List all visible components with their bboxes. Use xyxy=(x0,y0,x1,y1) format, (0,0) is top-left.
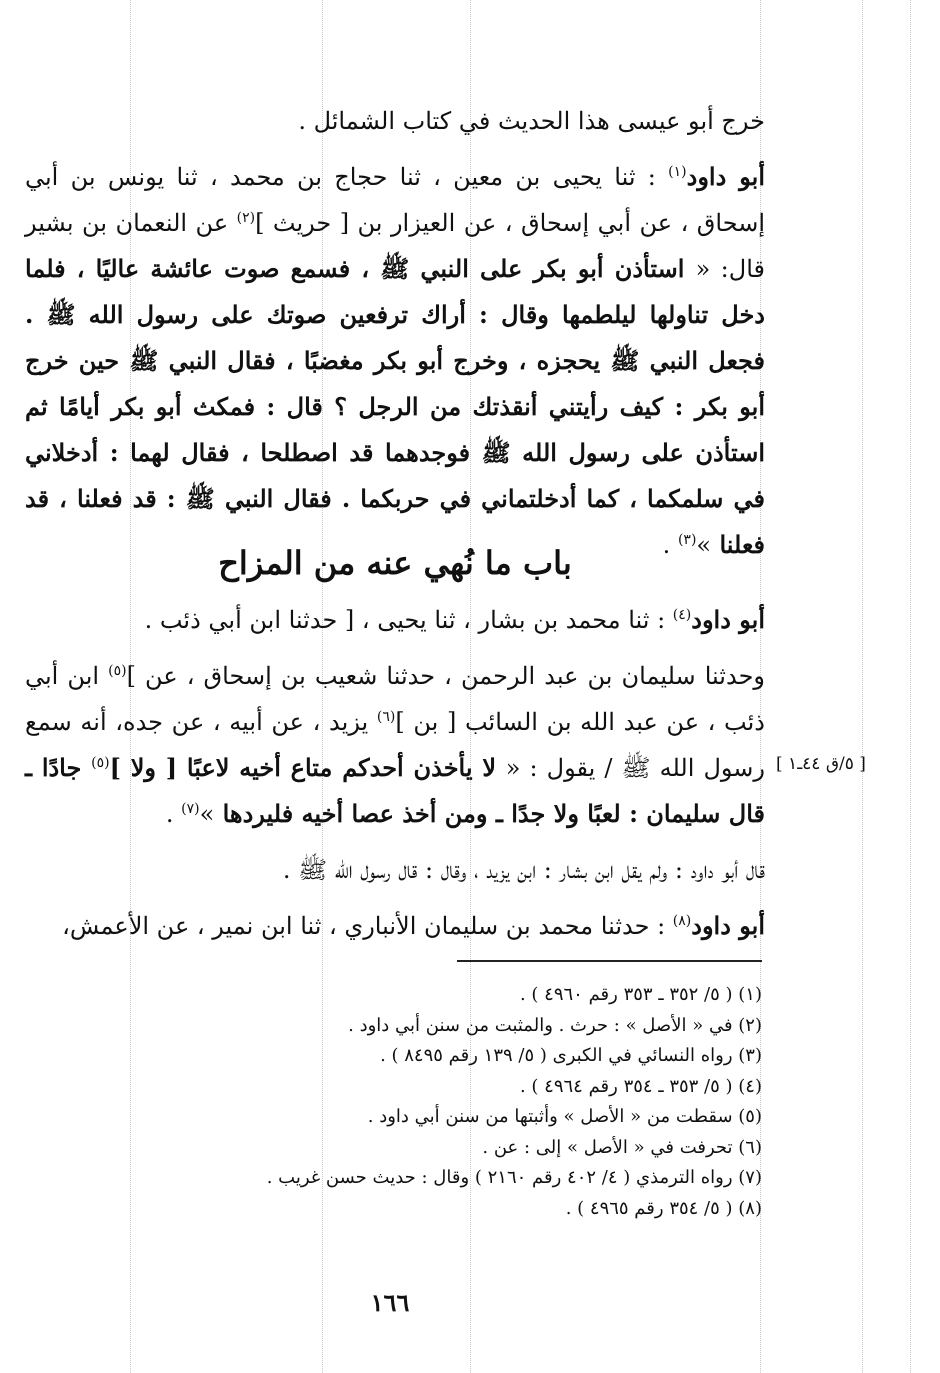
narrator-name: أبو داود xyxy=(691,911,765,940)
sentence-end: . xyxy=(662,531,678,559)
narrator-name: أبو داود xyxy=(686,162,765,191)
footnote-ref: (٢) xyxy=(236,210,256,226)
isnad-text: عن النعمان بن بشير قال: « xyxy=(25,209,765,283)
footnote-ref: (٣) xyxy=(677,532,697,548)
footnote-item: (٨) ( ٥/ ٣٥٤ رقم ٤٩٦٥ ) . xyxy=(565,1197,762,1219)
hadith-text: استأذن أبو بكر على النبي ﷺ ، فسمع صوت عائشة عاليًا ، فلما دخل تناولها ليلطمها وقال : أراك ترفعين صوتك على رسول الله ﷺ . فجعل النبي ﷺ يحجزه ، وخرج أبو بكر مغضبًا ، فقال النبي ﷺ حين خرج أبو بكر : كيف رأيتني أنقذتك من الرجل ؟ قال : فمكث أبو بكر أيامًا ثم استأذن على رسول الله ﷺ فوجدهما قد اصطلحا ، فقال لهما : أدخلاني في سلمكما ، كما أدخلتماني في حربكما . فقال النبي ﷺ : قد فعلنا ، قد فعلنا xyxy=(25,254,765,559)
footnote-ref: (٧) xyxy=(181,801,200,817)
footnote-item: (٧) رواه الترمذي ( ٤/ ٤٠٢ رقم ٢١٦٠ ) وقال : حديث حسن غريب . xyxy=(266,1167,762,1188)
abu-dawud-note: قال أبو داود : ولم يقل ابن بشار : ابن يزيد ، وقال : قال رسول الله ﷺ . xyxy=(282,856,765,884)
chapter-heading: باب ما نُهي عنه من المزاح xyxy=(218,544,572,582)
footnote-item: (١) ( ٥/ ٣٥٢ ـ ٣٥٣ رقم ٤٩٦٠ ) . xyxy=(519,984,762,1005)
narrator-name: أبو داود xyxy=(691,605,765,634)
footnote-ref: (٨) xyxy=(672,913,692,929)
hadith-paragraph-2 xyxy=(25,653,765,837)
sentence-end: . xyxy=(165,800,182,828)
manuscript-folio-marker: [ ٥/ق ٤٤ـ١ ] xyxy=(776,754,866,774)
footnote-item: (٦) تحرفت في « الأصل » إلى : عن . xyxy=(482,1136,762,1158)
isnad-text: : ثنا يحيى بن معين ، ثنا حجاج بن محمد ، ثنا يونس بن أبي إسحاق ، عن أبي إسحاق ، عن العيزار بن [ حريث ] xyxy=(25,163,765,237)
upper-text xyxy=(25,98,765,568)
footnote-ref: (٤) xyxy=(672,607,692,623)
footnotes xyxy=(100,980,762,1224)
hadith-text: لا يأخذن أحدكم متاع أخيه لاعبًا [ ولا ] xyxy=(109,753,506,782)
scan-artifact-line xyxy=(862,0,863,1373)
isnad-text: : حدثنا محمد بن سليمان الأنباري ، ثنا ابن نمير ، عن الأعمش، xyxy=(62,912,673,940)
hadith-3-chain-line xyxy=(25,903,765,949)
lower-text xyxy=(25,597,765,949)
quote-close: » xyxy=(199,800,215,828)
hadith-paragraph-1 xyxy=(25,154,765,568)
footnote-ref: (٦) xyxy=(376,709,396,725)
footnote-item: (٤) ( ٥/ ٣٥٣ ـ ٣٥٤ رقم ٤٩٦٤ ) . xyxy=(519,1075,762,1097)
isnad-text: وحدثنا سليمان بن عبد الرحمن ، حدثنا شعيب بن إسحاق ، عن ] xyxy=(126,662,765,690)
footnote-item: (٢) في « الأصل » : حرث . والمثبت من سنن أبي داود . xyxy=(348,1014,762,1036)
isnad-text: ابن أبي ذئب ، عن عبد الله بن السائب [ بن ] xyxy=(25,662,765,736)
footnote-item: (٥) سقطت من « الأصل » وأثبتها من سنن أبي داود . xyxy=(367,1106,762,1127)
hadith-2-chain-line xyxy=(25,597,765,643)
page-number: ١٦٦ xyxy=(370,1288,410,1317)
hadith-text: جادًا ـ قال سليمان : لعبًا ولا جدًا ـ ومن أخذ عصا أخيه فليردها xyxy=(25,753,765,828)
footnote-ref: (١) xyxy=(668,164,687,180)
footnote-ref: (٥) xyxy=(108,663,127,679)
isnad-text: : ثنا محمد بن بشار ، ثنا يحيى ، [ حدثنا ابن أبي ذئب . xyxy=(144,606,673,634)
isnad-text: يزيد ، عن أبيه ، عن جده، أنه سمع رسول الله ﷺ / يقول : « xyxy=(25,708,765,782)
footnote-separator xyxy=(457,960,762,962)
footnote-ref: (٥) xyxy=(91,755,110,771)
intro-line: خرج أبو عيسى هذا الحديث في كتاب الشمائل . xyxy=(298,107,765,135)
scan-artifact-line xyxy=(910,0,911,1373)
footnote-item: (٣) رواه النسائي في الكبرى ( ٥/ ١٣٩ رقم ٨٤٩٥ ) . xyxy=(380,1045,762,1066)
quote-close: » xyxy=(696,531,712,559)
